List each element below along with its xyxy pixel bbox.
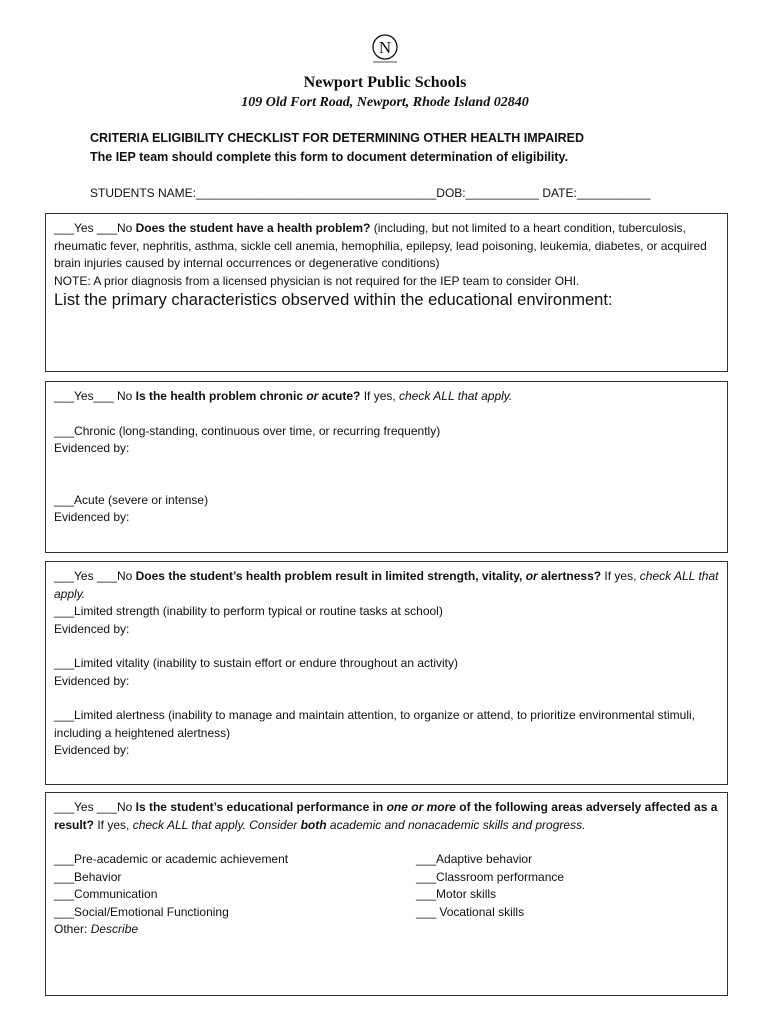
other-describe[interactable] [54,921,719,939]
limited-alertness-option[interactable]: ___Limited alertness (inability to manage and maintain attention, to organize or attend, to prioritize environmental stimuli, including a heightened alertness) [54,708,696,740]
question-or: or [306,389,319,403]
performance-question [54,799,719,834]
question-text-b: of the following areas adversely affected as a result? [54,800,718,832]
chronic-option[interactable]: ___Chronic (long-standing, continuous over time, or recurring frequently) [54,423,441,438]
question-text: Does the student have a health problem? [135,221,371,235]
question-text-b: acute? [318,389,361,403]
evidenced-by-label: Evidenced by: [54,441,130,455]
school-name: Newport Public Schools [303,74,467,91]
evidenced-by-label: Evidenced by: [54,743,130,757]
question-detail: (including, but not limited to a heart condition, tuberculosis, rheumatic fever, nephritis, asthma, sickle cell anemia, hemophilia, epilepsy, lead poisoning, leukemia, diabetes, or acquired brain injuries caused by internal occurrences or degenerative conditions) [54,221,707,270]
evidenced-by-label: Evidenced by: [54,510,130,524]
question-text-a: Is the student’s educational performance in [135,800,387,814]
area-option[interactable]: ___Adaptive behavior [416,852,533,866]
areas-left-column [54,851,416,921]
school-address: 109 Old Fort Road, Newport, Rhode Island 02840 [241,95,529,110]
other-value: Describe [90,922,139,936]
form-subtitle: The IEP team should complete this form to document determination of eligibility. [90,150,569,164]
question-tail-end: academic and nonacademic skills and progress. [326,817,586,832]
area-option[interactable]: ___Classroom performance [416,869,565,884]
question-text-b: alertness? [537,569,602,583]
question-tail-italic: check ALL that apply. [399,389,513,403]
question-tail: If yes, [360,389,400,403]
limitations-question [54,568,719,603]
student-info-row [90,186,650,200]
list-prompt: List the primary characteristics observed within the educational environment: [54,291,613,309]
student-name-label: STUDENTS NAME: [90,186,197,200]
area-option[interactable]: ___Motor skills [416,887,497,901]
health-problem-section [45,213,728,372]
dob-label: DOB: [436,186,466,200]
limited-strength-option[interactable]: ___Limited strength (inability to perform typical or routine tasks at school) [54,604,443,618]
yes-no-checkbox[interactable]: ___Yes___ No [54,389,136,403]
question-text-a: Does the student’s health problem result in limited strength, vitality, [135,569,526,583]
health-problem-question [54,220,719,273]
question-tail-italic: check ALL that apply. Consider [132,817,301,832]
limitations-section [45,561,728,785]
yes-no-checkbox[interactable]: ___Yes ___No [54,800,136,814]
other-label: Other: [54,922,91,936]
area-option[interactable]: ___Communication [54,887,158,901]
date-label: DATE: [542,186,577,200]
dob-field[interactable]: ___________ [465,186,540,200]
acute-option[interactable]: ___Acute (severe or intense) [54,492,209,507]
question-emphasis: one or more [386,800,456,814]
yes-no-checkbox[interactable]: ___Yes ___No [54,221,136,235]
note-text: NOTE: A prior diagnosis from a licensed physician is not required for the IEP team to consider OHI. [54,273,580,288]
chronic-acute-section [45,381,728,553]
date-field[interactable]: ___________ [576,186,651,200]
question-both: both [300,817,327,832]
question-or: or [525,569,538,583]
area-option[interactable]: ___Social/Emotional Functioning [54,904,229,919]
limited-vitality-option[interactable]: ___Limited vitality (inability to sustain effort or endure throughout an activity) [54,656,458,670]
area-option[interactable]: ___ Vocational skills [416,904,525,919]
chronic-acute-question [54,388,719,406]
evidenced-by-label: Evidenced by: [54,673,130,688]
question-text-a: Is the health problem chronic [135,389,307,403]
area-option[interactable]: ___Pre-academic or academic achievement [54,852,289,866]
educational-performance-section [45,792,728,996]
area-option[interactable]: ___Behavior [54,869,122,884]
question-tail: If yes, [601,569,640,583]
areas-right-column [416,851,716,921]
yes-no-checkbox[interactable]: ___Yes ___No [54,569,136,583]
question-tail-italic: check ALL that apply. [54,569,719,601]
logo-letter: N [378,38,392,57]
school-logo [368,32,402,66]
question-tail: If yes, [94,817,133,832]
student-name-field[interactable]: ____________________________________ [196,186,437,200]
areas-columns [54,851,719,921]
evidenced-by-label: Evidenced by: [54,621,130,636]
form-title: CRITERIA ELIGIBILITY CHECKLIST FOR DETERMINING OTHER HEALTH IMPAIRED [90,131,584,145]
